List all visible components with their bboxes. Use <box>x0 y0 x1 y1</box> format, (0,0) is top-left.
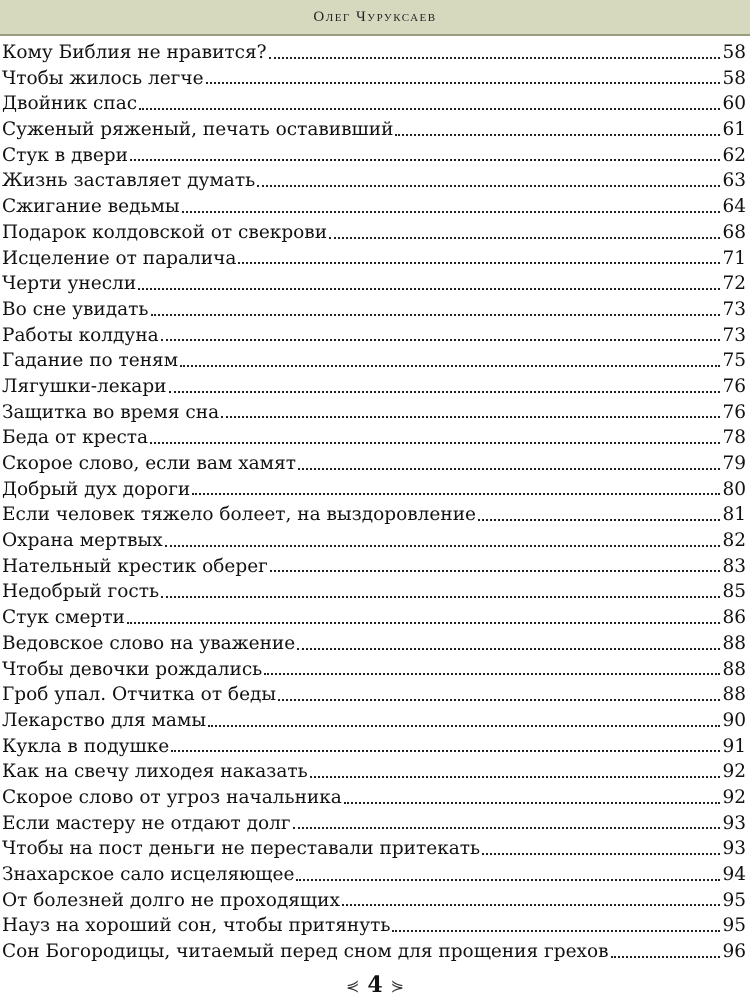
toc-entry[interactable] <box>0 785 750 811</box>
table-of-contents <box>0 40 750 965</box>
toc-entry[interactable] <box>0 939 750 965</box>
toc-entry[interactable] <box>0 554 750 580</box>
dot-leader <box>169 391 721 393</box>
dot-leader <box>296 879 720 881</box>
toc-entry[interactable] <box>0 528 750 554</box>
toc-entry[interactable] <box>0 836 750 862</box>
toc-entry-page: 96 <box>722 941 746 963</box>
toc-entry-title: Нательный крестик оберег <box>2 555 268 577</box>
dot-leader <box>269 57 721 59</box>
dot-leader <box>165 545 721 547</box>
toc-entry-title: Суженый ряженый, печать оставивший <box>2 119 394 141</box>
toc-entry-page: 73 <box>722 324 746 346</box>
toc-entry[interactable] <box>0 605 750 631</box>
dot-leader <box>161 596 720 598</box>
dot-leader <box>270 570 721 572</box>
author-name: Олег Чуруксаев <box>313 8 437 25</box>
toc-entry[interactable] <box>0 657 750 683</box>
toc-entry[interactable] <box>0 297 750 323</box>
dot-leader <box>206 82 721 84</box>
dot-leader <box>151 314 721 316</box>
toc-entry-title: Науз на хороший сон, чтобы притянуть <box>2 915 391 937</box>
toc-entry[interactable] <box>0 194 750 220</box>
dot-leader <box>180 365 720 367</box>
toc-entry-title: Стук в двери <box>2 144 128 166</box>
toc-entry[interactable] <box>0 271 750 297</box>
toc-entry-page: 78 <box>722 427 746 449</box>
toc-entry-page: 76 <box>722 401 746 423</box>
dot-leader <box>192 493 720 495</box>
toc-entry-page: 58 <box>722 42 746 63</box>
toc-entry-title: Черти унесли <box>2 273 137 295</box>
toc-entry-title: Лягушки-лекари <box>2 375 167 397</box>
dot-leader <box>182 211 721 213</box>
toc-entry[interactable] <box>0 143 750 169</box>
toc-entry-page: 58 <box>722 67 746 89</box>
toc-entry-title: Беда от креста <box>2 427 149 449</box>
dot-leader <box>297 648 720 650</box>
toc-entry-title: Чтобы девочки рождались <box>2 658 263 680</box>
toc-entry-title: Гроб упал. Отчитка от беды <box>2 684 277 706</box>
dot-leader <box>344 802 721 804</box>
dot-leader <box>298 468 720 470</box>
page-footer <box>0 972 750 998</box>
toc-entry-page: 71 <box>722 247 746 269</box>
toc-entry-title: Недобрый гость <box>2 581 160 603</box>
toc-entry-page: 90 <box>722 709 746 731</box>
toc-entry[interactable] <box>0 40 750 66</box>
dot-leader <box>310 776 721 778</box>
toc-entry-page: 86 <box>722 607 746 629</box>
toc-entry[interactable] <box>0 348 750 374</box>
toc-entry-page: 93 <box>722 812 746 834</box>
toc-entry-title: Скорое слово, если вам хамят <box>2 453 296 474</box>
toc-entry[interactable] <box>0 117 750 143</box>
toc-entry-title: Подарок колдовской от свекрови <box>2 221 328 243</box>
toc-entry-page: 76 <box>722 375 746 397</box>
toc-entry-title: Знахарское сало исцеляющее <box>2 864 295 885</box>
toc-entry-page: 95 <box>722 915 746 937</box>
right-ornament-icon: ⋟ <box>390 975 405 995</box>
toc-entry-title: Если мастеру не отдают долг <box>2 812 291 834</box>
toc-entry-title: Ведовское слово на уважение <box>2 632 296 654</box>
dot-leader <box>130 159 721 161</box>
toc-entry-title: Стук смерти <box>2 607 125 629</box>
dot-leader <box>392 930 720 932</box>
toc-entry-title: Кому Библия не нравится? <box>2 42 267 63</box>
toc-entry-title: Как на свечу лиходея наказать <box>2 761 308 783</box>
toc-entry-page: 62 <box>722 144 746 166</box>
dot-leader <box>138 288 720 290</box>
dot-leader <box>342 904 721 906</box>
toc-entry-page: 80 <box>722 478 746 500</box>
dot-leader <box>238 262 720 264</box>
toc-entry-page: 68 <box>722 221 746 243</box>
toc-entry-page: 75 <box>722 350 746 372</box>
toc-entry[interactable] <box>0 451 750 477</box>
dot-leader <box>208 725 720 727</box>
dot-leader <box>221 416 720 418</box>
toc-entry[interactable] <box>0 400 750 426</box>
dot-leader <box>257 185 720 187</box>
dot-leader <box>264 673 720 675</box>
toc-entry-page: 94 <box>722 864 746 885</box>
toc-entry-page: 88 <box>722 632 746 654</box>
toc-entry[interactable] <box>0 913 750 939</box>
toc-entry-title: Кукла в подушке <box>2 735 170 757</box>
dot-leader <box>139 108 720 110</box>
toc-entry-page: 73 <box>722 298 746 320</box>
dot-leader <box>150 442 720 444</box>
toc-entry-title: Работы колдуна <box>2 324 159 346</box>
toc-entry[interactable] <box>0 862 750 888</box>
toc-entry[interactable] <box>0 759 750 785</box>
toc-entry-page: 83 <box>722 555 746 577</box>
toc-entry[interactable] <box>0 66 750 92</box>
dot-leader <box>329 237 720 239</box>
toc-entry-title: Двойник спас <box>2 93 138 115</box>
toc-entry-page: 82 <box>722 530 746 552</box>
toc-entry-title: Исцеление от паралича <box>2 247 237 269</box>
toc-entry-page: 61 <box>722 119 746 141</box>
toc-entry-page: 95 <box>722 889 746 911</box>
toc-entry-title: Лекарство для мамы <box>2 709 207 731</box>
toc-entry[interactable] <box>0 477 750 503</box>
toc-entry[interactable] <box>0 425 750 451</box>
toc-entry-page: 92 <box>722 761 746 783</box>
toc-entry[interactable] <box>0 91 750 117</box>
toc-entry-page: 92 <box>722 786 746 808</box>
dot-leader <box>127 622 721 624</box>
toc-entry-page: 91 <box>722 735 746 757</box>
toc-entry[interactable] <box>0 734 750 760</box>
toc-entry-title: Чтобы на пост деньги не переставали притекать <box>2 838 481 860</box>
toc-entry-title: От болезней долго не проходящих <box>2 889 340 911</box>
toc-entry-title: Сжигание ведьмы <box>2 196 180 218</box>
toc-entry-page: 79 <box>722 453 746 474</box>
toc-entry-title: Сон Богородицы, читаемый перед сном для прощения грехов <box>2 941 609 963</box>
dot-leader <box>278 699 720 701</box>
toc-entry-page: 63 <box>722 170 746 192</box>
toc-entry[interactable] <box>0 708 750 734</box>
toc-entry-title: Если человек тяжело болеет, на выздоровление <box>2 504 476 526</box>
left-ornament-icon: ⋞ <box>345 975 360 995</box>
toc-entry[interactable] <box>0 888 750 914</box>
toc-entry-title: Добрый дух дороги <box>2 478 191 500</box>
toc-entry-title: Во сне увидать <box>2 298 149 320</box>
toc-entry-page: 88 <box>722 684 746 706</box>
dot-leader <box>478 519 720 521</box>
toc-entry-page: 93 <box>722 838 746 860</box>
toc-entry[interactable] <box>0 374 750 400</box>
toc-entry-page: 81 <box>722 504 746 526</box>
toc-entry[interactable] <box>0 246 750 272</box>
toc-entry-page: 72 <box>722 273 746 295</box>
dot-leader <box>482 853 720 855</box>
toc-entry[interactable] <box>0 579 750 605</box>
running-header <box>0 0 750 36</box>
toc-entry-title: Скорое слово от угроз начальника <box>2 786 342 808</box>
toc-entry[interactable] <box>0 631 750 657</box>
dot-leader <box>171 750 720 752</box>
toc-entry-title: Охрана мертвых <box>2 530 163 552</box>
toc-entry[interactable] <box>0 323 750 349</box>
toc-entry[interactable] <box>0 168 750 194</box>
toc-entry-page: 60 <box>722 93 746 115</box>
toc-entry[interactable] <box>0 220 750 246</box>
toc-entry-title: Гадание по теням <box>2 350 179 372</box>
dot-leader <box>395 134 720 136</box>
dot-leader <box>293 827 721 829</box>
toc-entry-page: 88 <box>722 658 746 680</box>
toc-entry[interactable] <box>0 682 750 708</box>
dot-leader <box>161 339 721 341</box>
toc-entry-page: 64 <box>722 196 746 218</box>
page-number: 4 <box>367 972 383 998</box>
toc-entry-title: Защитка во время сна <box>2 401 220 423</box>
dot-leader <box>611 956 721 958</box>
toc-entry-page: 85 <box>722 581 746 603</box>
toc-entry-title: Чтобы жилось легче <box>2 67 204 89</box>
toc-entry-title: Жизнь заставляет думать <box>2 170 256 192</box>
toc-entry[interactable] <box>0 502 750 528</box>
toc-entry[interactable] <box>0 811 750 837</box>
